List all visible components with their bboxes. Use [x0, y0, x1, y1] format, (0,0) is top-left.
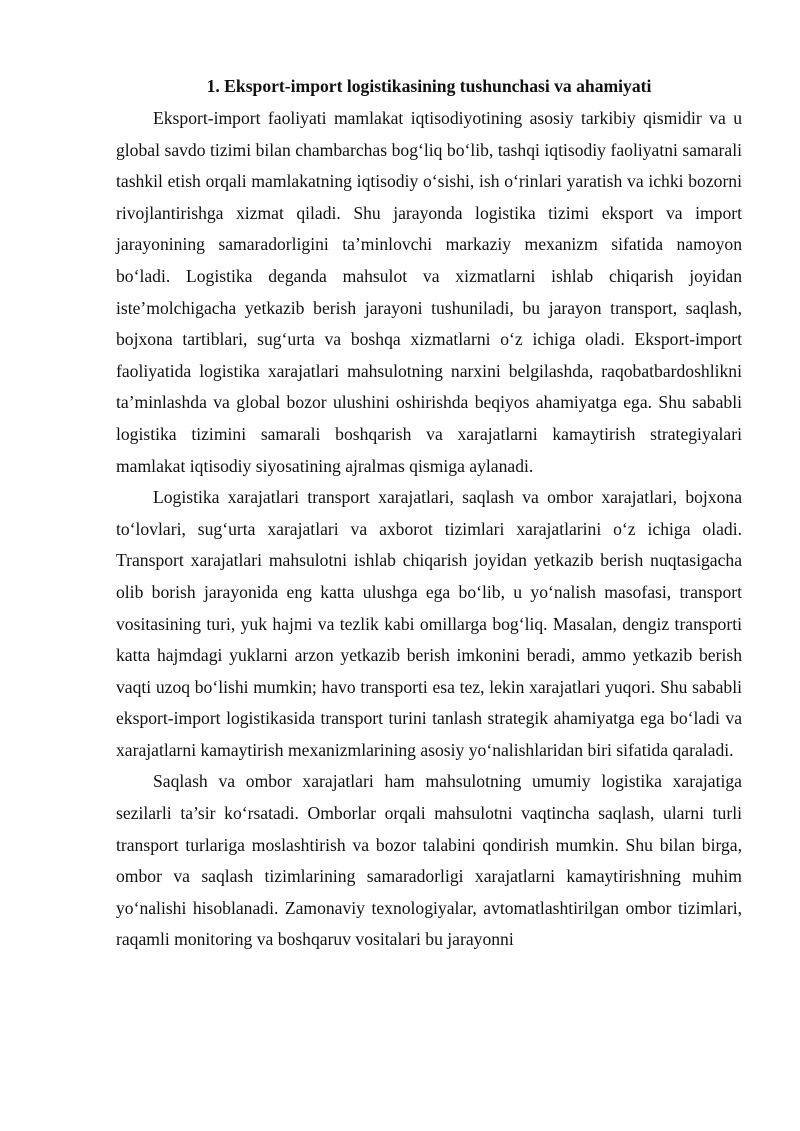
section-heading: 1. Eksport-import logistikasining tushunchasi va ahamiyati [206, 76, 652, 96]
paragraph-1: Eksport-import faoliyati mamlakat iqtisodiyotining asosiy tarkibiy qismidir va u global savdo tizimi bilan chambarchas bog‘liq bo‘lib, tashqi iqtisodiy faoliyatni samarali tashkil etish orqali mamlakatning iqtisodiy o‘sishi, ish o‘rinlari yaratish va ichki bozorni rivojlantirishga xizmat qiladi. Shu jarayonda logistika tizimi eksport va import jarayonining samaradorligini ta’minlovchi markaziy mexanizm sifatida namoyon bo‘ladi. Logistika deganda mahsulot va xizmatlarni ishlab chiqarish joyidan iste’molchigacha yetkazib berish jarayoni tushuniladi, bu jarayon transport, saqlash, bojxona tartiblari, sug‘urta va boshqa xizmatlarni o‘z ichiga oladi. Eksport-import faoliyatida logistika xarajatlari mahsulotning narxini belgilashda, raqobatbardoshlikni ta’minlashda va global bozor ulushini oshirishda beqiyos ahamiyatga ega. Shu sababli logistika tizimini samarali boshqarish va xarajatlarni kamaytirish strategiyalari mamlakat iqtisodiy siyosatining ajralmas qismiga aylanadi. [116, 108, 742, 476]
paragraph-2: Logistika xarajatlari transport xarajatlari, saqlash va ombor xarajatlari, bojxona to‘lovlari, sug‘urta xarajatlari va axborot tizimlari xarajatlarini o‘z ichiga oladi. Transport xarajatlari mahsulotni ishlab chiqarish joyidan yetkazib berish nuqtasigacha olib borish jarayonida eng katta ulushga ega bo‘lib, u yo‘nalish masofasi, transport vositasining turi, yuk hajmi va tezlik kabi omillarga bog‘liq. Masalan, dengiz transporti katta hajmdagi yuklarni arzon yetkazib berish imkonini beradi, ammo yetkazib berish vaqti uzoq bo‘lishi mumkin; havo transporti esa tez, lekin xarajatlari yuqori. Shu sababli eksport-import logistikasida transport turini tanlash strategik ahamiyatga ega bo‘ladi va xarajatlarni kamaytirish mexanizmlarining asosiy yo‘nalishlaridan biri sifatida qaraladi. [116, 487, 742, 760]
paragraph-3: Saqlash va ombor xarajatlari ham mahsulotning umumiy logistika xarajatiga sezilarli ta’sir ko‘rsatadi. Omborlar orqali mahsulotni vaqtincha saqlash, ularni turli transport turlariga moslashtirish va bozor talabini qondirish mumkin. Shu bilan birga, ombor va saqlash tizimlarining samaradorligi xarajatlarni kamaytirishning muhim yo‘nalishi hisoblanadi. Zamonaviy texnologiyalar, avtomatlashtirilgan ombor tizimlari, raqamli monitoring va boshqaruv vositalari bu jarayonni [116, 771, 742, 950]
document-page [116, 74, 742, 956]
